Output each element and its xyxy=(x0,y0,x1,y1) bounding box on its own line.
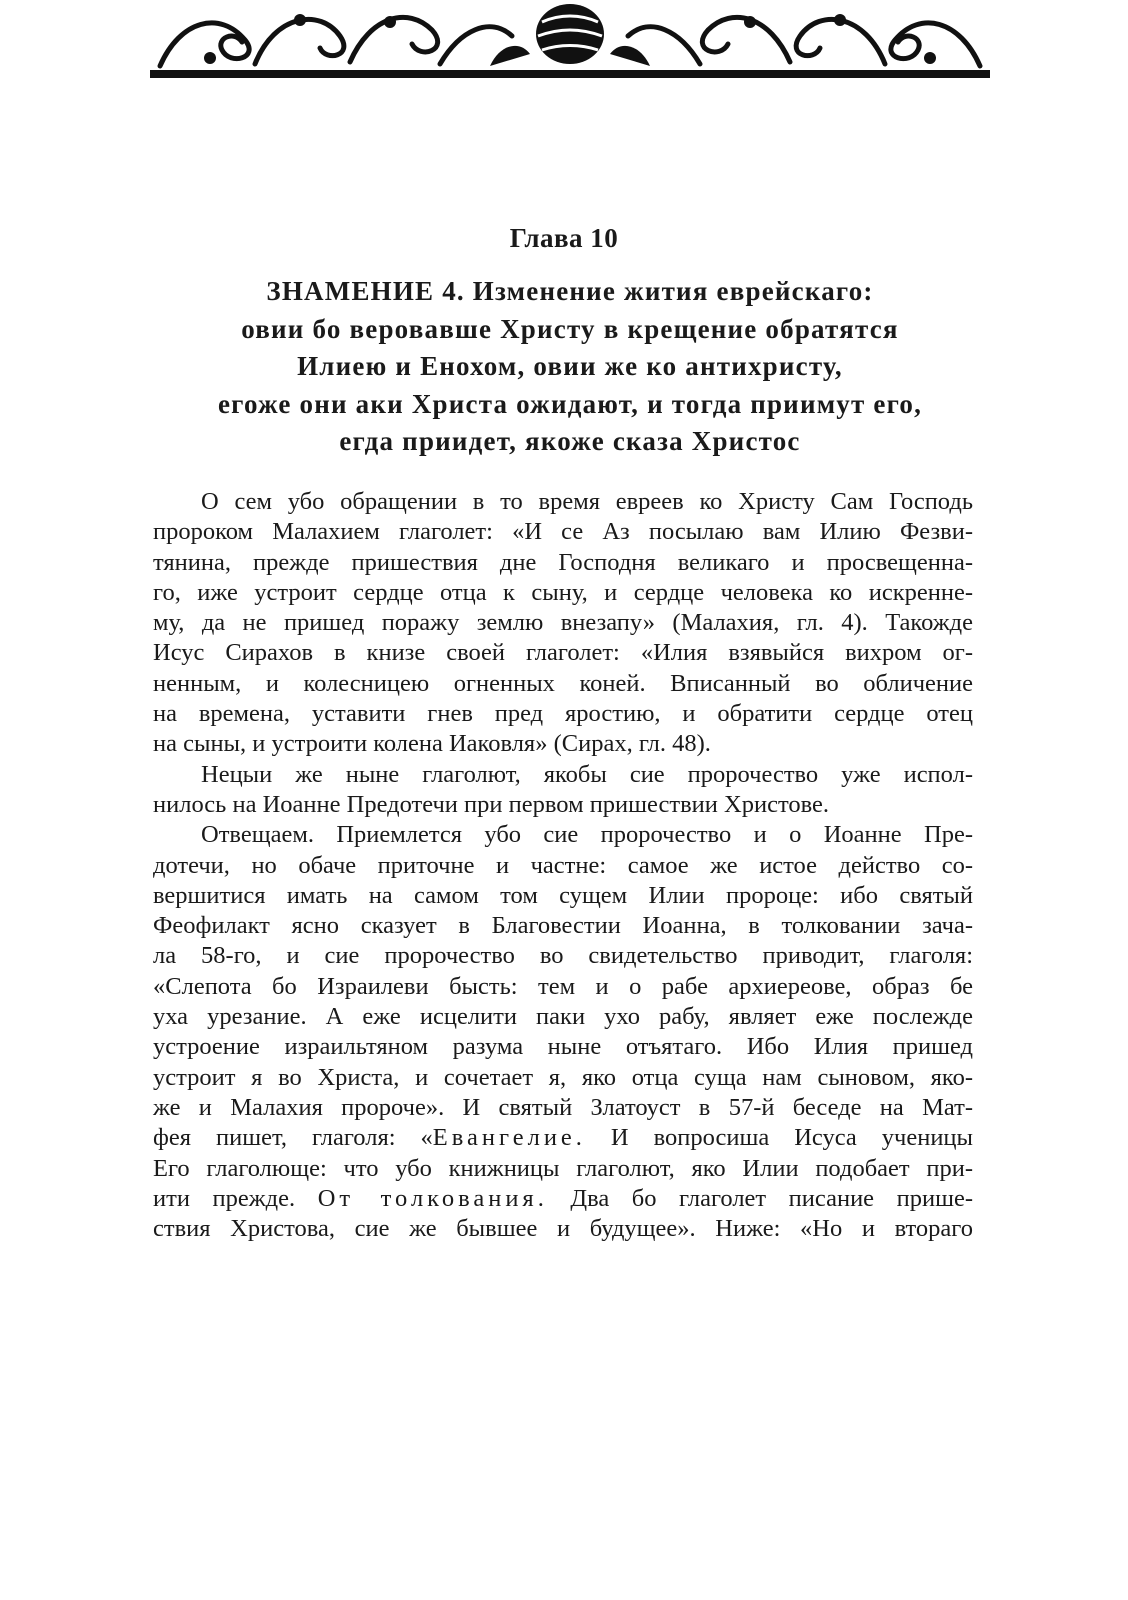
text-line: тянина, прежде пришествия дне Господня великаго и просвещенна- xyxy=(153,548,973,576)
text-line: на времена, уставити гнев пред яростию, и обратити сердце отец xyxy=(153,700,973,728)
chapter-heading xyxy=(150,273,990,461)
text-line: «Слепота бо Израилеви бысть: тем и о рабе архиереове, образ бе xyxy=(153,972,973,1000)
text-line: ствия Христова, сие же бывшее и будущее». Ниже: «Но и втораго xyxy=(153,1215,973,1243)
heading-line: овии бо веровавше Христу в крещение обратятся xyxy=(241,313,899,344)
text-fragment: Два бо глаголет писание прише- xyxy=(547,1184,973,1212)
text-line: ненным, и колесницею огненных коней. Вписанный во обличение xyxy=(153,669,973,697)
text-line xyxy=(153,1184,973,1214)
text-line: Феофилакт ясно сказует в Благовестии Иоанна, в толковании зача- xyxy=(153,912,973,940)
spaced-text: Евангелие. xyxy=(432,1124,586,1152)
decorative-ornament-header xyxy=(150,0,990,82)
text-line: пророком Малахием глаголет: «И се Аз посылаю вам Илию Фезви- xyxy=(153,518,973,546)
body-text xyxy=(153,487,973,1244)
text-line: уха урезание. А еже исцелити паки ухо рабу, являет еже послежде xyxy=(153,1003,973,1031)
spaced-text: От толкования. xyxy=(317,1184,548,1212)
text-line xyxy=(153,1123,973,1153)
text-line: устроит я во Христа, и сочетает я, яко отца суща нам сыновом, яко- xyxy=(153,1063,973,1091)
text-line: Отвещаем. Приемлется убо сие пророчество и о Иоанне Пре- xyxy=(201,821,973,849)
text-line: му, да не пришед поражу землю внезапу» (Малахия, гл. 4). Такожде xyxy=(153,609,973,637)
text-fragment: ити прежде. xyxy=(153,1184,318,1212)
text-fragment: фея пишет, глаголя: « xyxy=(153,1124,433,1152)
heading-line: егда приидет, якоже сказа Христос xyxy=(339,426,801,456)
text-line: устроение израильтяном разума ныне отъятаго. Ибо Илия пришед xyxy=(153,1033,973,1061)
text-line: на сыны, и устроити колена Иаковля» (Сирах, гл. 48). xyxy=(153,730,711,758)
text-line: Его глаголюще: что убо книжницы глаголют, яко Илии подобает при- xyxy=(153,1154,973,1182)
text-line: нилось на Иоанне Предотечи при первом пришествии Христове. xyxy=(153,790,829,818)
text-line: О сем убо обращении в то время евреев ко Христу Сам Господь xyxy=(201,488,973,515)
text-line: Нецыи же ныне глаголют, якобы сие пророчество уже испол- xyxy=(201,760,973,788)
text-line: ла 58-го, и сие пророчество во свидетельство приводит, глаголя: xyxy=(153,942,973,970)
text-line: го, иже устроит сердце отца к сыну, и сердце человека ко искренне- xyxy=(153,578,973,606)
heading-line: егоже они аки Христа ожидают, и тогда приимут его, xyxy=(217,388,923,419)
text-line: Исус Сирахов в книзе своей глаголет: «Илия взявыйся вихром ог- xyxy=(153,639,973,667)
text-line: дотечи, но обаче приточне и частне: самое же истое действо со- xyxy=(153,851,973,879)
heading-line: Илиею и Енохом, овии же ко антихристу, xyxy=(297,351,843,381)
text-line: вершитися имать на самом том сущем Илии пророце: ибо святый xyxy=(153,881,973,909)
text-fragment: И вопросиша Исуса ученицы xyxy=(585,1124,974,1152)
heading-line: ЗНАМЕНИЕ 4. Изменение жития еврейскаго: xyxy=(266,276,874,306)
text-line: же и Малахия пророче». И святый Златоуст в 57-й беседе на Мат- xyxy=(153,1093,973,1121)
chapter-number: Глава 10 xyxy=(509,223,619,253)
